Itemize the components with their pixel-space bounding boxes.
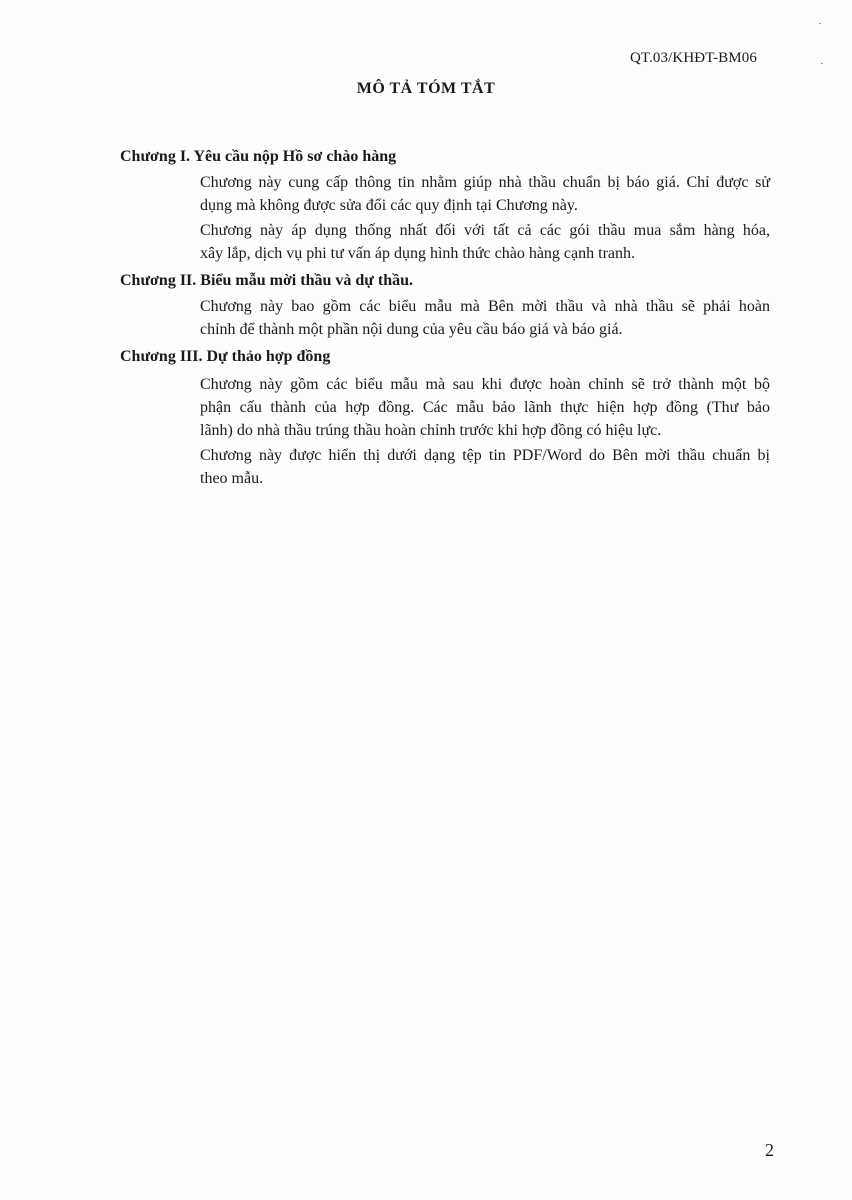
chapter-2-heading: Chương II. Biểu mẫu mời thầu và dự thầu.	[120, 272, 413, 289]
paragraph-line: Chương này được hiển thị dưới dạng tệp tin PDF/Word do Bên mời thầu chuẩn bị	[200, 447, 770, 464]
paragraph-line: theo mẫu.	[200, 470, 264, 487]
paragraph-line: xây lắp, dịch vụ phi tư vấn áp dụng hình thức chào hàng cạnh tranh.	[200, 245, 636, 262]
chapter-3-paragraph-2	[200, 444, 770, 490]
document-code: QT.03/KHĐT-BM06	[630, 50, 757, 66]
paragraph-line: phận cấu thành của hợp đồng. Các mẫu bảo lãnh thực hiện hợp đồng (Thư bảo	[200, 399, 770, 416]
paragraph-line: Chương này gồm các biểu mẫu mà sau khi được hoàn chỉnh sẽ trở thành một bộ	[200, 376, 770, 393]
scan-speck: ·	[820, 58, 824, 70]
chapter-3-heading: Chương III. Dự thảo hợp đồng	[120, 348, 331, 365]
page-number: 2	[765, 1140, 774, 1160]
chapter-1-paragraph-1	[200, 171, 770, 217]
paragraph-line: lãnh) do nhà thầu trúng thầu hoàn chỉnh trước khi hợp đồng có hiệu lực.	[200, 422, 662, 439]
chapter-2-paragraph-1	[200, 295, 770, 341]
paragraph-line: Chương này áp dụng thống nhất đối với tất cả các gói thầu mua sắm hàng hóa,	[200, 222, 770, 239]
paragraph-line: Chương này bao gồm các biểu mẫu mà Bên mời thầu và nhà thầu sẽ phải hoàn	[200, 298, 770, 315]
document-title: MÔ TẢ TÓM TẮT	[356, 80, 496, 97]
chapter-3-paragraph-1	[200, 373, 770, 442]
chapter-1-paragraph-2	[200, 219, 770, 265]
paragraph-line: dụng mà không được sửa đổi các quy định tại Chương này.	[200, 197, 578, 214]
scan-speck: ·	[818, 18, 822, 30]
paragraph-line: Chương này cung cấp thông tin nhằm giúp nhà thầu chuẩn bị báo giá. Chỉ được sử	[200, 174, 770, 191]
paragraph-line: chỉnh để thành một phần nội dung của yêu cầu báo giá và báo giá.	[200, 321, 623, 338]
chapter-1-heading: Chương I. Yêu cầu nộp Hồ sơ chào hàng	[120, 148, 397, 165]
